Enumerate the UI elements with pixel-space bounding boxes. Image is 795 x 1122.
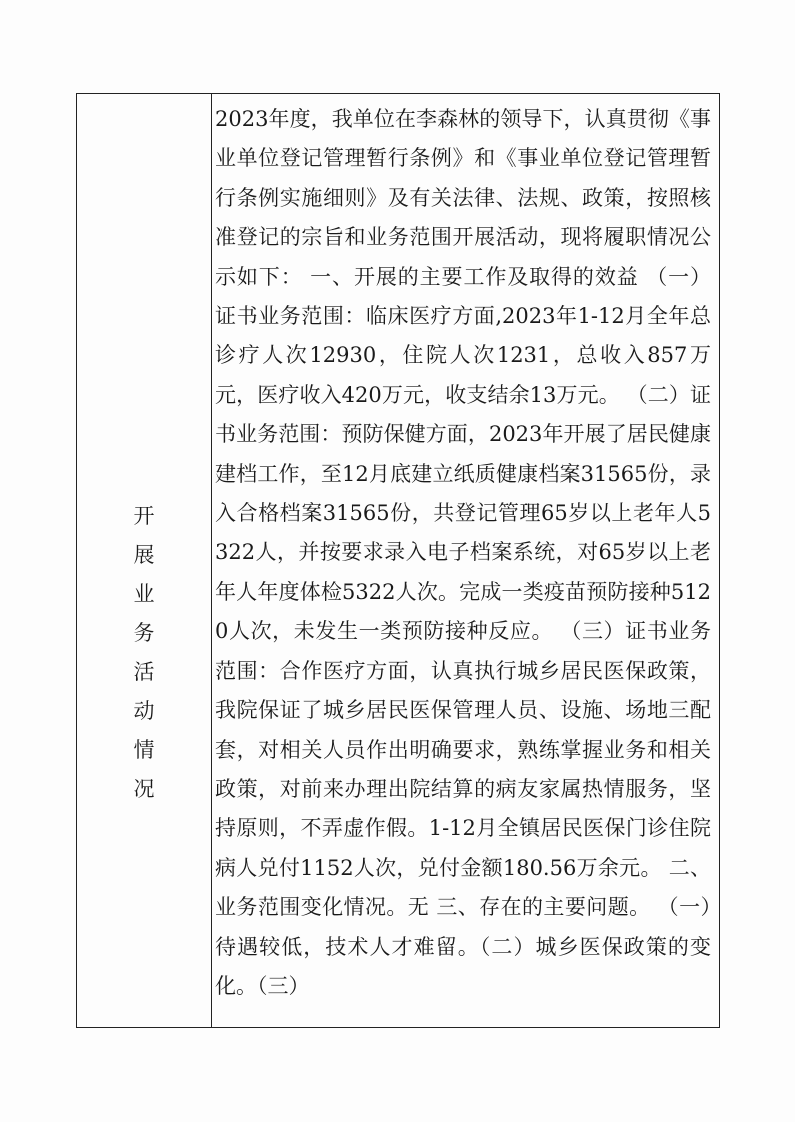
row-label-char: 务	[133, 621, 155, 645]
row-label	[77, 497, 211, 809]
row-content-cell	[215, 100, 711, 1006]
activity-table	[76, 93, 720, 1028]
activity-report-text: 2023年度，我单位在李森林的领导下，认真贯彻《事业单位登记管理暂行条例》和《事业单位登记管理暂行条例实施细则》及有关法律、法规、政策，按照核准登记的宗旨和业务范围开展活动，现将履职情况公示如下： 一、开展的主要工作及取得的效益 （一）证书业务范围：临床医疗方面,2023年1-12月全年总诊疗人次12930，住院人次1231，总收入857万元，医疗收入420万元，收支结余13万元。 （二）证书业务范围：预防保健方面，2023年开展了居民健康建档工作，至12月底建立纸质健康档案31565份，录入合格档案31565份，共登记管理65岁以上老年人5322人，并按要求录入电子档案系统，对65岁以上老年人年度体检5322人次。完成一类疫苗预防接种5120人次，未发生一类预防接种反应。 （三）证书业务范围：合作医疗方面，认真执行城乡居民医保政策，我院保证了城乡居民医保管理人员、设施、场地三配套，对相关人员作出明确要求，熟练掌握业务和相关政策，对前来办理出院结算的病友家属热情服务，坚持原则，不弄虚作假。1-12月全镇居民医保门诊住院病人兑付1152人次，兑付金额180.56万余元。 二、业务范围变化情况。无 三、存在的主要问题。 （一）待遇较低，技术人才难留。（二）城乡医保政策的变化。（三）	[215, 107, 711, 998]
row-label-char: 动	[133, 699, 155, 723]
row-label-char: 开	[133, 504, 155, 528]
column-divider	[211, 94, 212, 1027]
row-label-cell	[77, 94, 211, 1027]
row-label-char: 展	[133, 543, 155, 567]
row-label-char: 情	[133, 738, 155, 762]
row-label-char: 业	[133, 582, 155, 606]
row-label-char: 况	[133, 777, 155, 801]
row-label-char: 活	[133, 660, 155, 684]
